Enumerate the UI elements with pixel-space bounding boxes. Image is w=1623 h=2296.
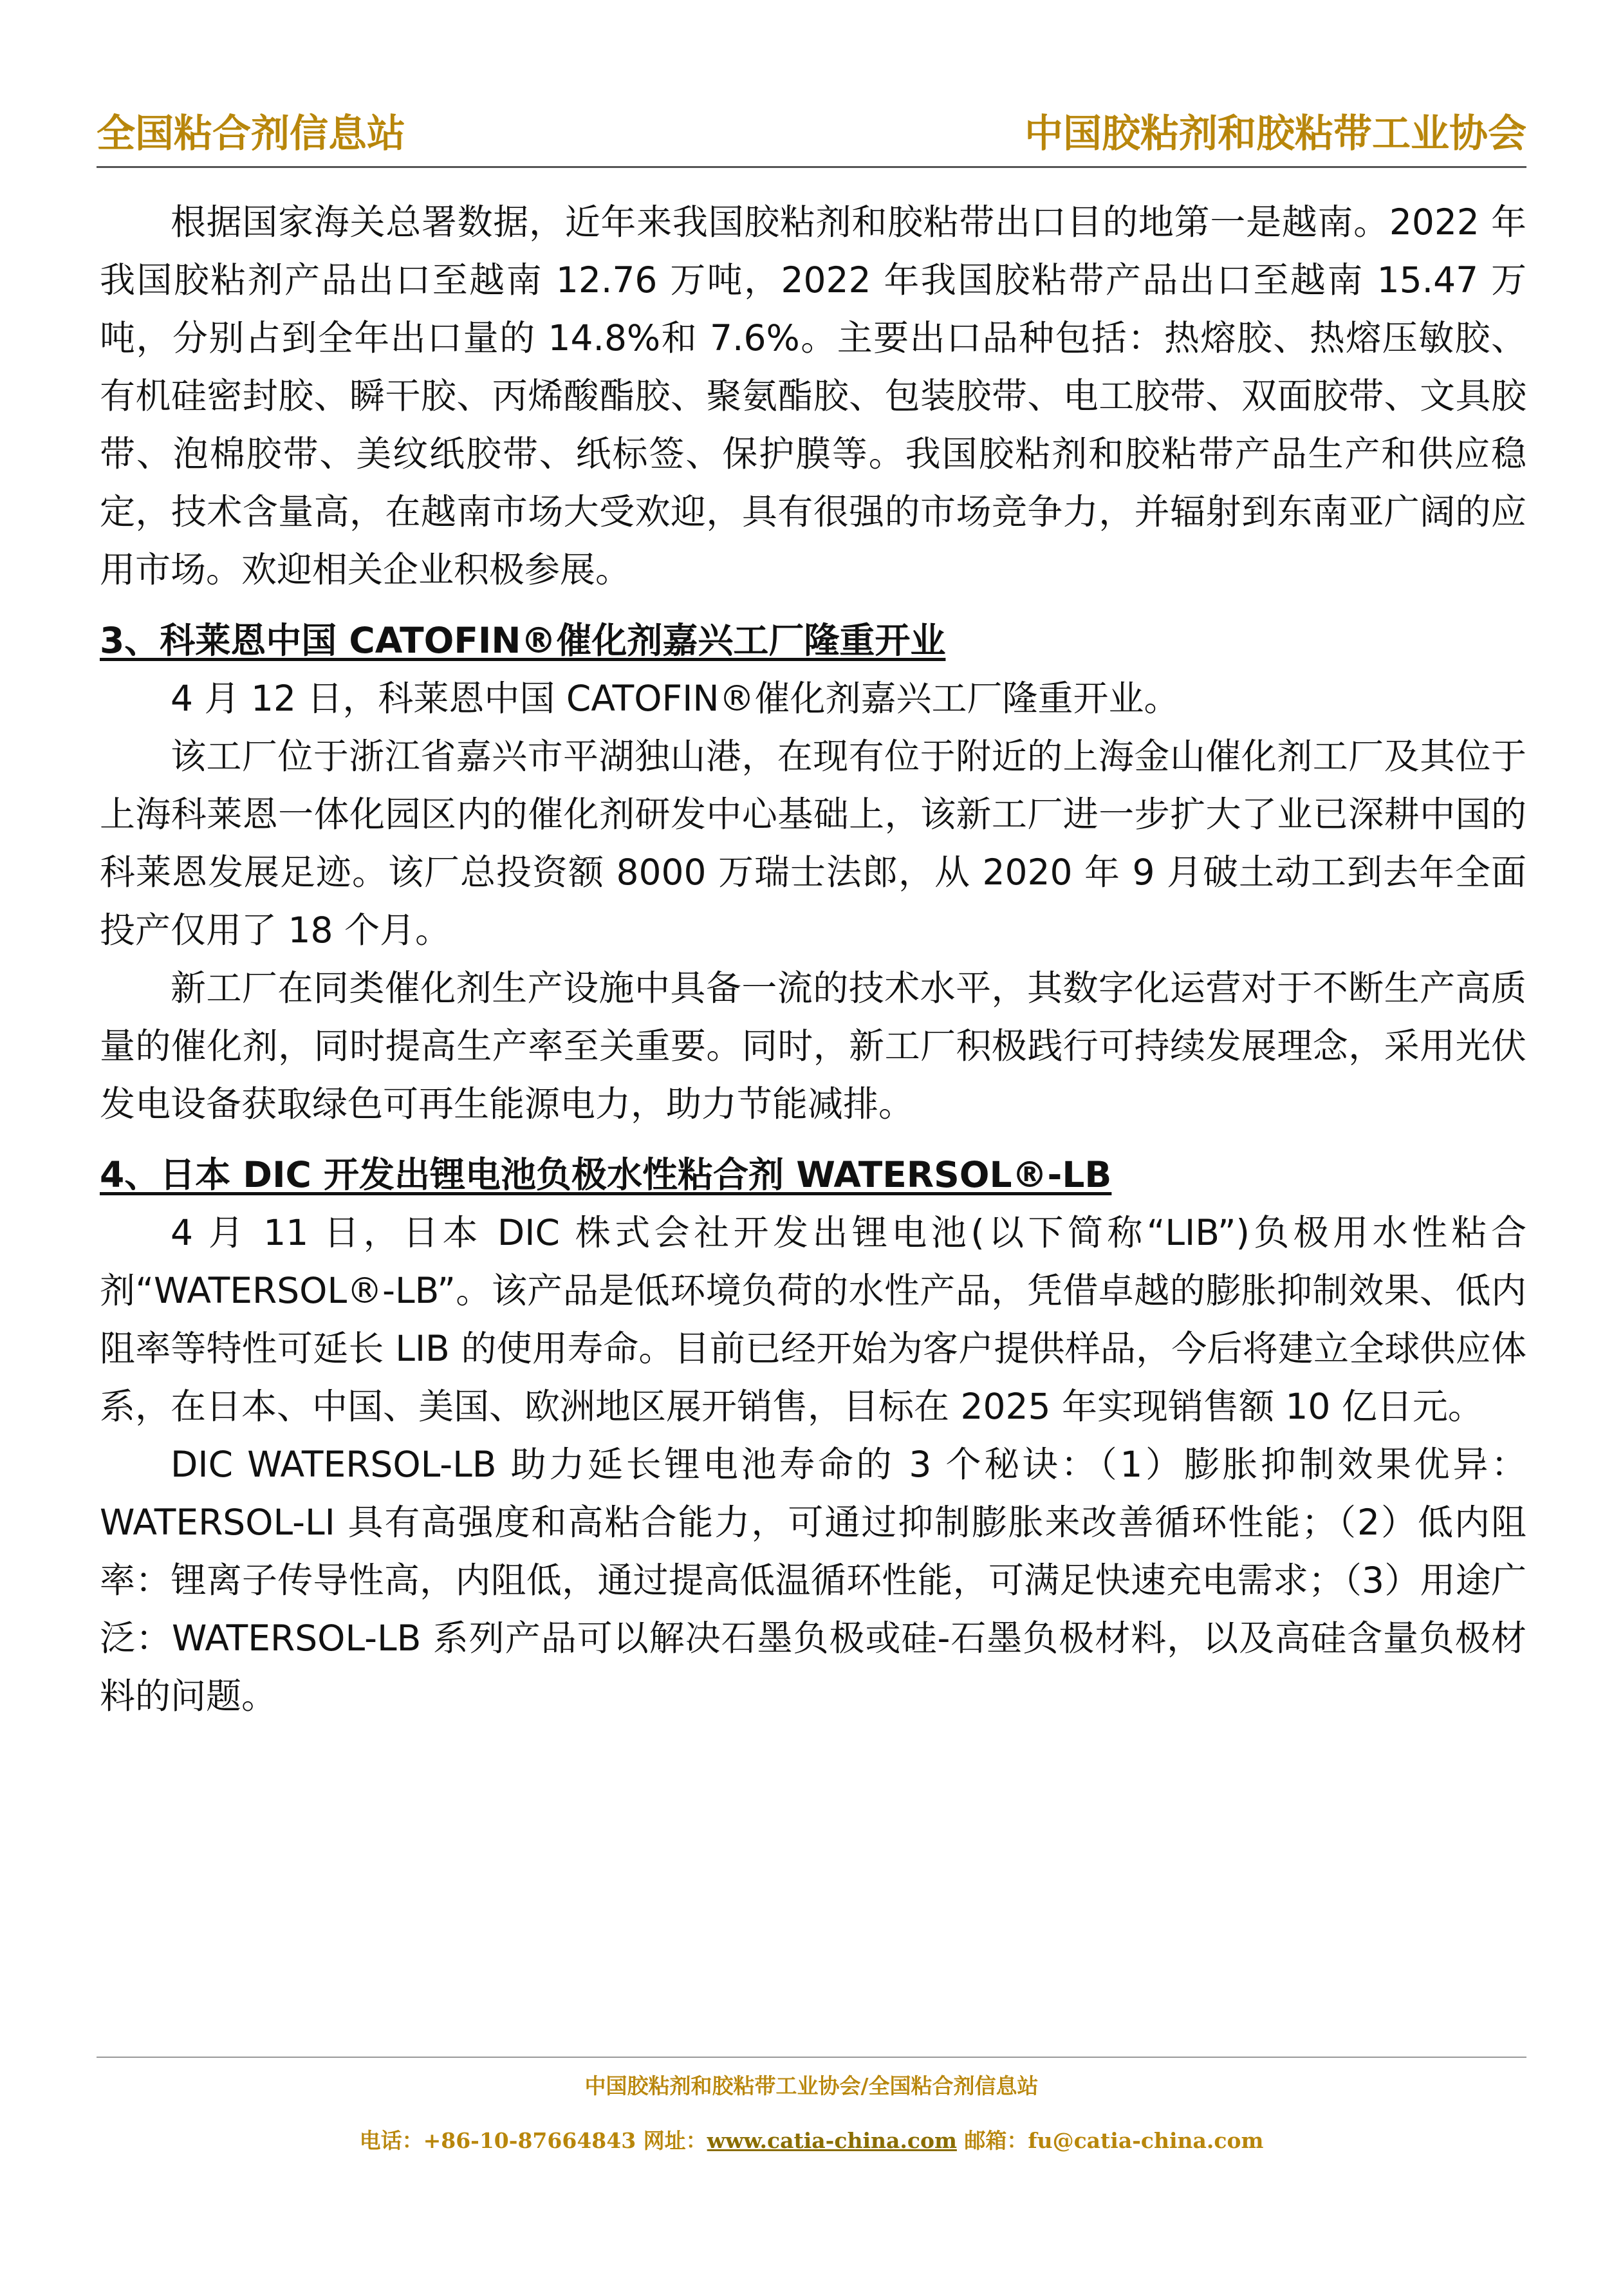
paragraph-clariant-location: 该工厂位于浙江省嘉兴市平湖独山港，在现有位于附近的上海金山催化剂工厂及其位于上海科莱恩一体化园区内的催化剂研发中心基础上，该新工厂进一步扩大了业已深耕中国的科莱恩发展足迹。该厂总投资额 8000 万瑞士法郎，从 2020 年 9 月破土动工到去年全面投产仅用了 18 个月。: [100, 736, 1526, 951]
section-heading-clariant: 3、科莱恩中国 CATOFIN®催化剂嘉兴工厂隆重开业: [100, 620, 946, 661]
paragraph-clariant-opening: 4 月 12 日，科莱恩中国 CATOFIN®催化剂嘉兴工厂隆重开业。: [171, 678, 1180, 719]
page-footer: [97, 2057, 1526, 2154]
header-right-title: 中国胶粘剂和胶粘带工业协会: [1025, 111, 1526, 156]
footer-organization: 中国胶粘剂和胶粘带工业协会/全国粘合剂信息站: [584, 2073, 1039, 2098]
section-heading-dic: 4、日本 DIC 开发出锂电池负极水性粘合剂 WATERSOL®-LB: [100, 1154, 1112, 1195]
paragraph-clariant-technology: 新工厂在同类催化剂生产设施中具备一流的技术水平，其数字化运营对于不断生产高质量的催化剂，同时提高生产率至关重要。同时，新工厂积极践行可持续发展理念，采用光伏发电设备获取绿色可再生能源电力，助力节能减排。: [100, 967, 1526, 1125]
paragraph-vietnam-export: 根据国家海关总署数据，近年来我国胶粘剂和胶粘带出口目的地第一是越南。2022 年我国胶粘剂产品出口至越南 12.76 万吨，2022 年我国胶粘带产品出口至越南 15.47 万吨，分别占到全年出口量的 14.8%和 7.6%。主要出口品种包括：热熔胶、热熔压敏胶、有机硅密封胶、瞬干胶、丙烯酸酯胶、聚氨酯胶、包装胶带、电工胶带、双面胶带、文具胶带、泡棉胶带、美纹纸胶带、纸标签、保护膜等。我国胶粘剂和胶粘带产品生产和供应稳定，技术含量高，在越南市场大受欢迎，具有很强的市场竞争力，并辐射到东南亚广阔的应用市场。欢迎相关企业积极参展。: [100, 201, 1526, 590]
footer-phone: 电话：+86-10-87664843 网址：: [359, 2128, 707, 2153]
paragraph-dic-product: 4 月 11 日，日本 DIC 株式会社开发出锂电池(以下简称“LIB”)负极用水性粘合剂“WATERSOL®-LB”。该产品是低环境负荷的水性产品，凭借卓越的膨胀抑制效果、低内阻率等特性可延长 LIB 的使用寿命。目前已经开始为客户提供样品，今后将建立全球供应体系，在日本、中国、美国、欧洲地区展开销售，目标在 2025 年实现销售额 10 亿日元。: [100, 1212, 1526, 1427]
footer-contact: [97, 2124, 1526, 2154]
header-left-title: 全国粘合剂信息站: [97, 111, 405, 156]
footer-website-link[interactable]: www.catia-china.com: [707, 2128, 957, 2153]
page-header: [97, 109, 1526, 168]
article-body: [100, 193, 1526, 1725]
footer-email: 邮箱：fu@catia-china.com: [956, 2128, 1264, 2153]
paragraph-dic-secrets: DIC WATERSOL-LB 助力延长锂电池寿命的 3 个秘诀：（1）膨胀抑制效果优异：WATERSOL-LI 具有高强度和高粘合能力，可通过抑制膨胀来改善循环性能；（2）低内阻率：锂离子传导性高，内阻低，通过提高低温循环性能，可满足快速充电需求；（3）用途广泛：WATERSOL-LB 系列产品可以解决石墨负极或硅-石墨负极材料，以及高硅含量负极材料的问题。: [100, 1444, 1526, 1717]
